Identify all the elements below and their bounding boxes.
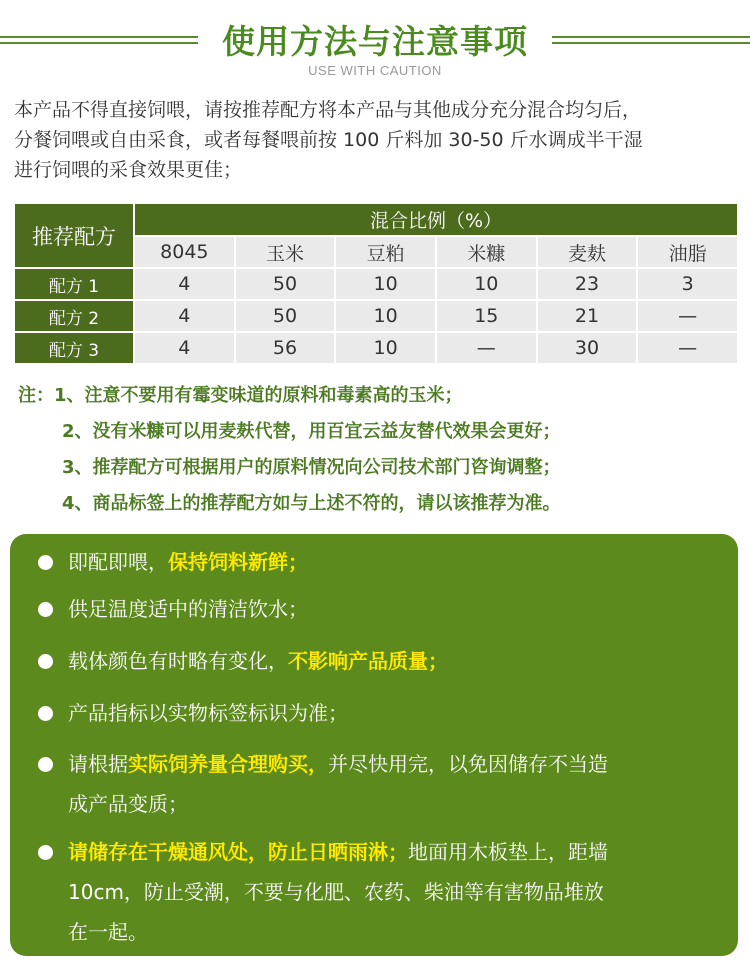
tip-text: 请根据 [68,752,128,776]
decorative-double-line-left [0,36,198,44]
note-item [18,378,738,414]
bullet-dot-icon [38,706,53,721]
note-item [18,450,738,486]
tip-text: 成产品变质； [68,792,188,816]
table-header-ratio: 混合比例（%） [134,203,738,236]
tip-item [40,542,730,582]
table-cell: 10 [335,268,436,300]
page-subtitle: USE WITH CAUTION [308,63,442,78]
column-header: 8045 [134,236,235,268]
table-cell: 56 [235,332,336,364]
table-cell: 21 [537,300,638,332]
column-header: 玉米 [235,236,336,268]
table-cell: 10 [436,268,537,300]
notes-section [18,378,738,522]
tips-panel [10,534,738,956]
note-text: 2、没有米糠可以用麦麸代替，用百宜云益友替代效果会更好； [62,421,561,442]
tip-item [40,693,730,733]
table-row [14,268,738,300]
table-cell: 4 [134,332,235,364]
bullet-dot-icon [38,654,53,669]
table-cell: 30 [537,332,638,364]
tip-text: 供足温度适中的清洁饮水； [68,597,308,621]
tip-highlight: 请储存在干燥通风处，防止日晒雨淋； [68,840,408,864]
tip-item [40,832,730,952]
header [0,0,750,90]
intro-line: 进行饲喂的采食效果更佳； [14,159,243,181]
table-cell: 4 [134,300,235,332]
recipe-table [13,202,739,365]
intro-paragraph [14,95,739,185]
note-text: 1、注意不要用有霉变味道的原料和毒素高的玉米； [54,385,463,406]
table-cell: 50 [235,268,336,300]
table-cell: 50 [235,300,336,332]
note-item [18,486,738,522]
column-header: 油脂 [637,236,738,268]
table-row [14,332,738,364]
table-cell: — [637,300,738,332]
table-cell: 10 [335,332,436,364]
note-item [18,414,738,450]
table-cell: 15 [436,300,537,332]
tip-item [40,744,730,824]
bullet-dot-icon [38,757,53,772]
column-header: 豆粕 [335,236,436,268]
tip-highlight: 不影响产品质量； [288,649,448,673]
tip-text: 产品指标以实物标签标识为准； [68,701,348,725]
tip-text: 即配即喂， [68,550,168,574]
table-cell: — [637,332,738,364]
row-label: 配方 3 [14,332,134,364]
page-title: 使用方法与注意事项 [222,22,528,61]
tip-text: 在一起。 [68,920,148,944]
note-text: 4、商品标签上的推荐配方如与上述不符的，请以该推荐为准。 [62,493,561,514]
tip-text: 地面用木板垫上，距墙 [408,840,608,864]
bullet-dot-icon [38,555,53,570]
note-text: 3、推荐配方可根据用户的原料情况向公司技术部门咨询调整； [62,457,561,478]
table-cell: 10 [335,300,436,332]
intro-line: 分餐饲喂或自由采食，或者每餐喂前按 100 斤料加 30-50 斤水调成半干湿 [14,129,643,151]
table-cell: 3 [637,268,738,300]
tip-item [40,641,730,681]
tip-item [40,589,730,629]
row-label: 配方 2 [14,300,134,332]
tip-highlight: 实际饲养量合理购买， [128,752,328,776]
column-header: 米糠 [436,236,537,268]
tip-highlight: 保持饲料新鲜； [168,550,308,574]
tip-text: 载体颜色有时略有变化， [68,649,288,673]
bullet-dot-icon [38,602,53,617]
column-header: 麦麸 [537,236,638,268]
notes-prefix: 注： [18,385,54,406]
table-row [14,300,738,332]
decorative-double-line-right [552,36,750,44]
row-label: 配方 1 [14,268,134,300]
bullet-dot-icon [38,845,53,860]
tip-text: 10cm，防止受潮，不要与化肥、农药、柴油等有害物品堆放 [68,880,604,904]
intro-line: 本产品不得直接饲喂，请按推荐配方将本产品与其他成分充分混合均匀后， [14,99,642,121]
table-header-recipe: 推荐配方 [14,203,134,268]
table-cell: 4 [134,268,235,300]
table-cell: — [436,332,537,364]
table-cell: 23 [537,268,638,300]
tip-text: 并尽快用完，以免因储存不当造 [328,752,608,776]
